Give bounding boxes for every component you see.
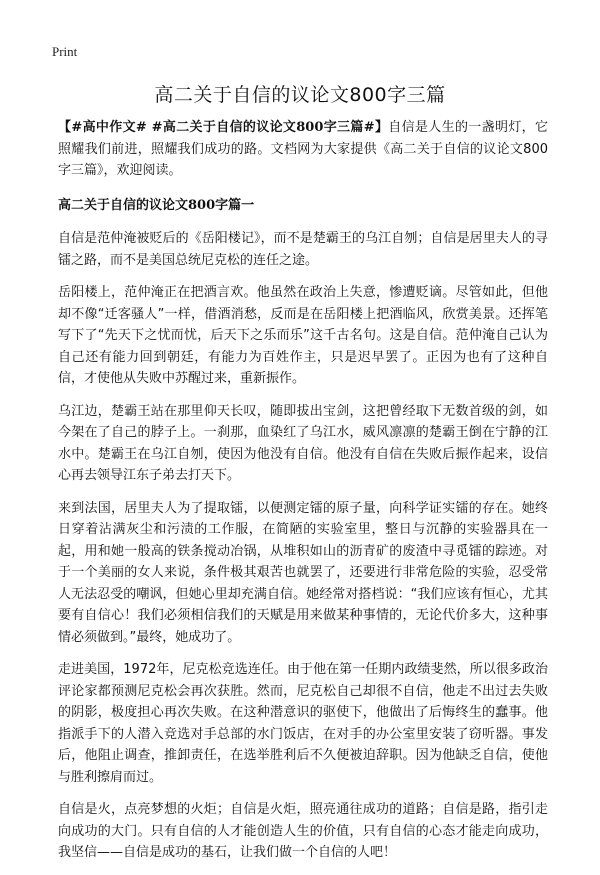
intro-tag: 【#高中作文# #高二关于自信的议论文800字三篇#】 <box>58 120 389 135</box>
paragraph-1: 自信是范仲淹被贬后的《岳阳楼记》，而不是楚霸王的乌江自刎；自信是居里夫人的寻镭之路，而不是美国总统尼克松的连任之途。 <box>58 231 548 268</box>
article-body <box>58 117 548 875</box>
paragraph-2: 岳阳楼上，范仲淹正在把酒言欢。他虽然在政治上失意，惨遭贬谪。尽管如此，但他却不像“迁客骚人”一样，借酒消愁，反而是在岳阳楼上把酒临风，欣赏美景。还挥笔写下了“先天下之忧而忧，后天下之乐而乐”这千古名句。这是自信。范仲淹自己认为自己还有能力回到朝廷，有能力为百姓作主，只是迟早罢了。正因为也有了这种自信，才使他从失败中苏醒过来，重新振作。 <box>58 285 548 386</box>
print-label: Print <box>52 44 78 59</box>
paragraph-4: 来到法国，居里夫人为了提取镭，以便测定镭的原子量，向科学证实镭的存在。她终日穿着沾满灰尘和污渍的工作服，在简陋的实验室里，整日与沉静的实验器具在一起，用和她一般高的铁条搅动冶锅，从堆积如山的沥青矿的废渣中寻觅镭的踪迹。对于一个美丽的女人来说，条件极其艰苦也就罢了，还要进行非常危险的实验，忍受常人无法忍受的嘲讽，但她心里却充满自信。她经常对搭档说：“我们应该有恒心，尤其要有自信心！我们必须相信我们的天赋是用来做某种事情的，无论代价多大，这种事情必须做到。”最终，她成功了。 <box>58 500 548 645</box>
intro-paragraph <box>58 117 548 182</box>
paragraph-6: 自信是火，点亮梦想的火炬；自信是火炬，照亮通往成功的道路；自信是路，指引走向成功的大门。只有自信的人才能创造人生的价值，只有自信的心态才能走向成功，我坚信——自信是成功的基石，让我们做一个自信的人吧！ <box>58 802 548 860</box>
page-title: 高二关于自信的议论文800字三篇 <box>154 84 446 106</box>
intro-text: 自信是人生的一盏明灯，它照耀我们前进，照耀我们成功的路。文档网为大家提供《高二关于自信的议论文800字三篇》，欢迎阅读。 <box>58 120 548 178</box>
paragraph-5: 走进美国，1972年，尼克松竞选连任。由于他在第一任期内政绩斐然，所以很多政治评论家都预测尼克松会再次获胜。然而，尼克松自己却很不自信，他走不出过去失败的阴影，极度担心再次失败。在这种潜意识的驱使下，他做出了后悔终生的蠢事。他指派手下的人潜入竞选对手总部的水门饭店，在对手的办公室里安装了窃听器。事发后，他阻止调查，推卸责任，在选举胜利后不久便被迫辞职。因为他缺乏自信，使他与胜利擦肩而过。 <box>58 662 548 785</box>
section-heading: 高二关于自信的议论文800字篇一 <box>58 197 255 213</box>
paragraph-3: 乌江边，楚霸王站在那里仰天长叹，随即拔出宝剑，这把曾经取下无数首级的剑，如今架在了自己的脖子上。一刹那，血染红了乌江水，威风凛凛的楚霸王倒在宁静的江水中。楚霸王在乌江自刎，使因为他没有自信。他没有自信在失败后振作起来，设信心再去领导江东子弟去打天下。 <box>58 403 548 483</box>
